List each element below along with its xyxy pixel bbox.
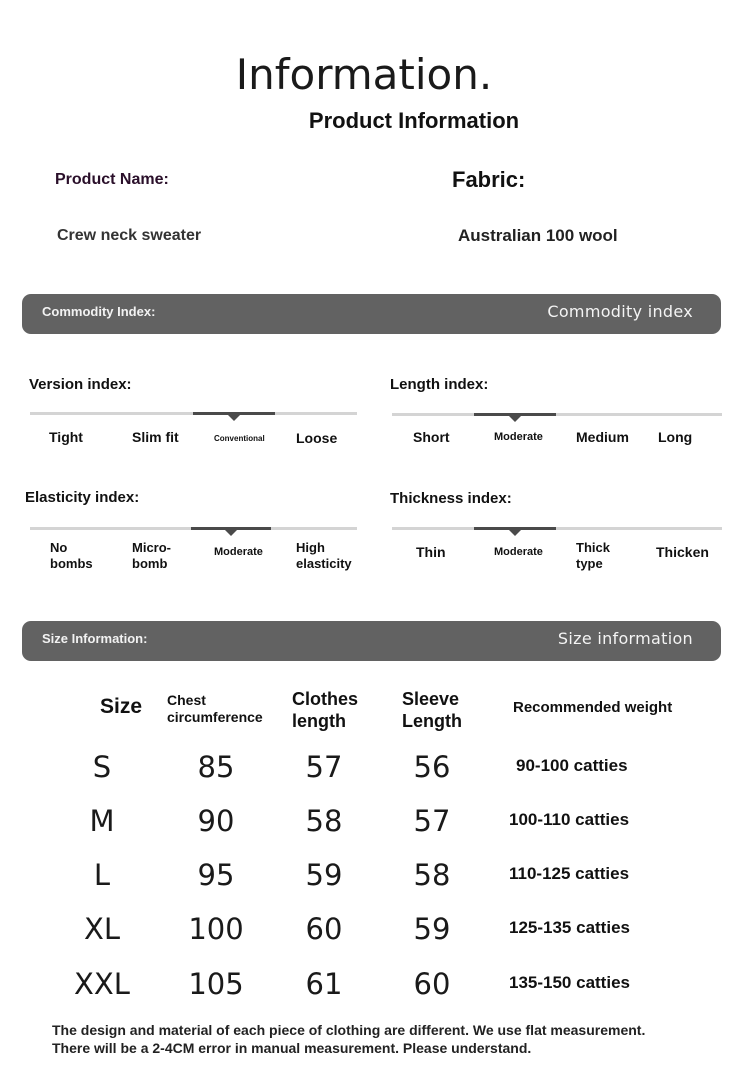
chest-cell: 105: [188, 967, 244, 1001]
version-option-tight: Tight: [49, 429, 83, 445]
sleeve-cell: 56: [413, 750, 451, 784]
sleeve-cell: 57: [413, 804, 451, 838]
commodity-index-bar: [22, 294, 721, 334]
thickness-option-thicken: Thicken: [656, 544, 709, 560]
chest-header-line2: circumference: [167, 709, 263, 725]
clothes-length-header-line1: Clothes: [292, 689, 359, 709]
clothes-length-header: [292, 688, 358, 732]
size-information-label: Size Information:: [42, 631, 148, 646]
version-index-title: Version index:: [29, 376, 132, 393]
length-option-short: Short: [413, 429, 450, 445]
length-cell: 57: [305, 750, 343, 784]
elasticity-index-title: Elasticity index:: [25, 489, 140, 506]
size-cell: M: [89, 804, 115, 838]
weight-cell: 110-125 catties: [509, 864, 630, 883]
measurement-note-line2: There will be a 2-4CM error in manual measurement. Please understand.: [52, 1040, 532, 1056]
commodity-index-title: Commodity index: [547, 302, 693, 321]
size-information-bar: [22, 621, 721, 661]
version-scale-marker-icon: [228, 415, 240, 421]
sleeve-length-header-line2: Length: [402, 711, 462, 731]
size-header: Size: [100, 695, 143, 718]
size-cell: L: [93, 858, 111, 892]
version-option-conventional: Conventional: [214, 434, 265, 443]
fabric-value: Australian 100 wool: [458, 226, 618, 245]
thickness-option-thick-type: Thick type: [576, 540, 610, 571]
sleeve-length-header-line1: Sleeve: [402, 689, 460, 709]
length-scale-track: [392, 413, 722, 416]
size-cell: XXL: [74, 967, 130, 1001]
table-row: [0, 750, 750, 790]
product-name-value: Crew neck sweater: [57, 227, 202, 244]
thickness-scale-marker-icon: [509, 530, 521, 536]
size-cell: XL: [83, 912, 121, 946]
chest-cell: 95: [197, 858, 235, 892]
measurement-note: [52, 1021, 732, 1057]
chest-header-line1: Chest: [167, 692, 206, 708]
elasticity-option-micro-bomb: Micro-bomb: [132, 540, 171, 571]
version-option-slim-fit: Slim fit: [132, 429, 179, 445]
elasticity-scale-marker-icon: [225, 530, 237, 536]
page-subtitle: Product Information: [308, 108, 520, 133]
length-cell: 61: [305, 967, 343, 1001]
table-row: [0, 967, 750, 1007]
elasticity-option-no-bombs: No bombs: [50, 540, 93, 571]
chest-cell: 85: [197, 750, 235, 784]
chest-cell: 100: [188, 912, 244, 946]
sleeve-cell: 58: [413, 858, 451, 892]
sleeve-length-header: [402, 688, 462, 732]
thickness-option-thin: Thin: [416, 544, 446, 560]
length-option-moderate: Moderate: [494, 431, 543, 443]
thickness-scale-track: [392, 527, 722, 530]
thickness-option-moderate: Moderate: [494, 546, 543, 558]
elasticity-option-moderate: Moderate: [214, 546, 263, 558]
length-cell: 58: [305, 804, 343, 838]
length-option-long: Long: [658, 429, 693, 445]
recommended-weight-header: Recommended weight: [513, 699, 673, 716]
length-cell: 59: [305, 858, 343, 892]
weight-cell: 100-110 catties: [509, 810, 630, 829]
sleeve-cell: 60: [413, 967, 451, 1001]
weight-cell: 90-100 catties: [516, 756, 628, 775]
length-cell: 60: [305, 912, 343, 946]
fabric-label: Fabric:: [452, 167, 526, 192]
page-title: Information.: [235, 50, 493, 99]
chest-header: [167, 692, 263, 726]
size-cell: S: [92, 750, 112, 784]
table-row: [0, 912, 750, 952]
elasticity-option-high-elasticity: High elasticity: [296, 540, 352, 571]
chest-cell: 90: [197, 804, 235, 838]
weight-cell: 135-150 catties: [509, 973, 630, 992]
table-row: [0, 858, 750, 898]
table-row: [0, 804, 750, 844]
length-option-medium: Medium: [576, 429, 629, 445]
clothes-length-header-line2: length: [292, 711, 346, 731]
size-information-title: Size information: [557, 629, 693, 648]
sleeve-cell: 59: [413, 912, 451, 946]
measurement-note-line1: The design and material of each piece of clothing are different. We use flat measurement.: [52, 1022, 646, 1038]
commodity-index-label: Commodity Index:: [42, 304, 156, 319]
product-name-label: Product Name:: [55, 171, 169, 188]
weight-cell: 125-135 catties: [509, 918, 630, 937]
version-option-loose: Loose: [296, 430, 338, 446]
thickness-index-title: Thickness index:: [390, 490, 512, 507]
length-index-title: Length index:: [390, 376, 489, 393]
length-scale-marker-icon: [509, 416, 521, 422]
